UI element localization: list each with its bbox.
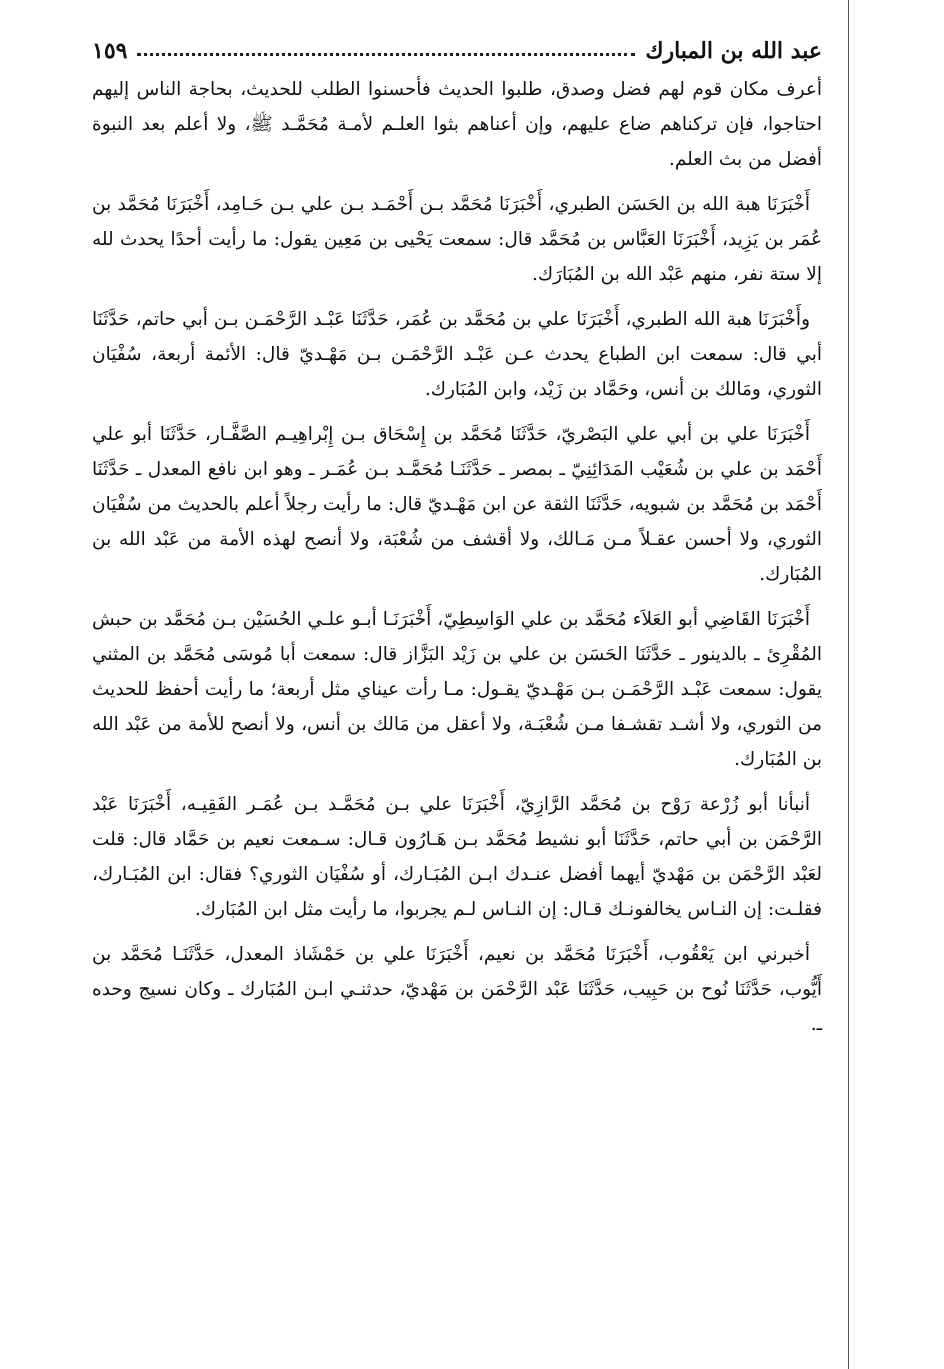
paragraph: أعرف مكان قوم لهم فضل وصدق، طلبوا الحديث فأحسنوا الطلب للحديث، بحاجة الناس إليهم احتاجوا، فإن تركناهم ضاع عليهم، وإن أعناهم بثوا العلـم لأمـة مُحَمَّـد ﷺ، ولا أعلم بعد النبوة أفضل من بث العلم. [92, 79, 822, 170]
header-dotted-leader [137, 39, 635, 56]
paragraph: أخبرني ابن يَعْقُوب، أَخْبَرَنَا مُحَمَّد بن نعيم، أَخْبَرَنَا علي بن حَمْشَاذ المعدل، حَدَّثَنَـا مُحَمَّد بن أَيُّوب، حَدَّثَنَا نُوح بن حَبِيب، حَدَّثَنَا عَبْد الرَّحْمَن بن مَهْديّ، حدثنـي ابـن المُبَارك ـ وكان نسيج وحده ـ. [92, 944, 822, 1035]
page-edge-line [848, 0, 849, 1369]
header-title: عبد الله بن المبارك [645, 38, 822, 64]
paragraph: أَخْبَرَنَا علي بن أبي علي البَصْريّ، حَدَّثَنَا مُحَمَّد بن إِسْحَاق بـن إِبْراهِيـم الصَّفَّـار، حَدَّثَنَا أبو علي أَحْمَد بن علي بن شُعَيْب المَدَائِنِيّ ـ بمصر ـ حَدَّثَنَـا مُحَمَّـد بـن عُمَـر ـ وهو ابن نافع المعدل ـ حَدَّثَنَا أَحْمَد بن مُحَمَّد بن شبويه، حَدَّثَنَا الثقة عن ابن مَهْـديّ قال: ما رأيت رجلاً أعلم بالحديث من سُفْيَان الثوري، ولا أحسن عقـلاً مـن مَـالك، ولا أقشف من شُعْبَة، ولا أنصح لهذه الأمة من عَبْد الله بن المُبَارك. [92, 424, 822, 585]
paragraph: أَخْبَرَنَا هبة الله بن الحَسَن الطبري، أَخْبَرَنَا مُحَمَّد بـن أَحْمَـد بـن علي بـن حَـامِد، أَخْبَرَنَا مُحَمَّد بن عُمَر بن يَزِيد، أَخْبَرَنَا العَبَّاس بن مُحَمَّد قال: سمعت يَحْيى بن مَعِين يقول: ما رأيت أحدًا يحدث لله إلا ستة نفر، منهم عَبْد الله بن المُبَارَك. [92, 194, 822, 285]
paragraph: وأَخْبَرَنَا هبة الله الطبري، أَخْبَرَنَا علي بن مُحَمَّد بن عُمَر، حَدَّثَنَا عَبْـد الرَّحْمَـن بـن أبي حاتم، حَدَّثَنَا أبي قال: سمعت ابن الطباع يحدث عـن عَبْـد الرَّحْمَـن بـن مَهْـديّ قال: الأئمة أربعة، سُفْيَان الثوري، ومَالك بن أنس، وحَمَّاد بن زَيْد، وابن المُبَارك. [92, 309, 822, 400]
paragraph: أَخْبَرَنَا القَاضِي أبو العَلاَء مُحَمَّد بن علي الوَاسِطِيّ، أَخْبَرَنَـا أبـو علـي الحُسَيْن بـن مُحَمَّد بن حبش المُقْرِئ ـ بالدينور ـ حَدَّثَنَا الحَسَن بن علي بن زَيْد البَزَّاز قال: سمعت أبا مُوسَى مُحَمَّد بن المثني يقول: سمعت عَبْـد الرَّحْمَـن بـن مَهْـديّ يقـول: مـا رأت عيناي مثل أربعة؛ ما رأيت أحفظ للحديث من الثوري، ولا أشـد تقشـفا مـن شُعْبَـة، ولا أعقل من مَالك بن أنس، ولا أنصح للأمة من عَبْد الله بن المُبَارك. [92, 609, 822, 770]
running-header [92, 36, 822, 66]
paragraph: أنبأنا أبو زُرْعة رَوْح بن مُحَمَّد الرَّازِيّ، أَخْبَرَنَا علي بـن مُحَمَّـد بـن عُمَـر الفَقِيـه، أَخْبَرَنَا عَبْد الرَّحْمَن بن أبي حاتم، حَدَّثَنَا أبو نشيط مُحَمَّد بـن هَـارُون قـال: سـمعت نعيم بن حَمَّاد قال: قلت لعَبْد الرَّحْمَن بن مَهْديّ أيهما أفضل عنـدك ابـن المُبَـارك، أو سُفْيَان الثوري؟ فقال: ابن المُبَـارك، فقلـت: إن النـاس يخالفونـك قـال: إن النـاس لـم يجربوا، ما رأيت مثل ابن المُبَارك. [92, 794, 822, 920]
page-number: ١٥٩ [92, 38, 128, 64]
body-text [92, 72, 822, 1052]
